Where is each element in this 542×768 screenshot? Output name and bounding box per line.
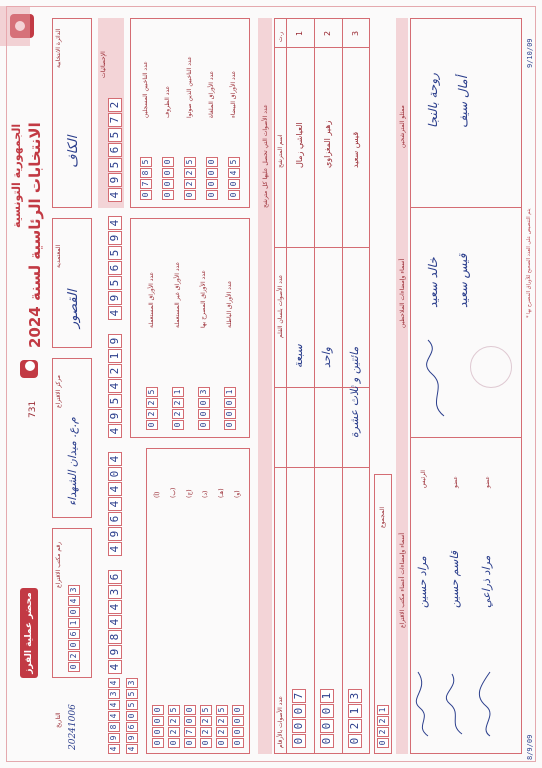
member-name: مراد حسين xyxy=(416,556,429,608)
digit: 0 xyxy=(292,719,306,733)
digit: 2 xyxy=(172,409,184,419)
blank-digits xyxy=(108,678,120,754)
digit: 0 xyxy=(228,190,240,200)
col-rule xyxy=(274,467,370,468)
total-label: المجموع xyxy=(379,507,386,528)
digit: 7 xyxy=(108,113,122,127)
digit: 0 xyxy=(152,705,164,715)
delegate-name: أمال سيف xyxy=(456,75,470,128)
digit: 7 xyxy=(140,179,152,189)
digit: 5 xyxy=(200,705,212,715)
row-digits xyxy=(198,387,210,430)
row-digits xyxy=(228,157,240,200)
member-signature-icon xyxy=(444,668,466,738)
candidate-votes xyxy=(292,689,306,748)
valid-digits xyxy=(126,678,138,754)
digit: 0 xyxy=(292,734,306,748)
digit: 0 xyxy=(224,398,236,408)
digit: 2 xyxy=(200,716,212,726)
digit: 0 xyxy=(184,705,196,715)
digit: 0 xyxy=(146,420,158,430)
digit: 8 xyxy=(108,630,122,644)
row-digits xyxy=(184,705,196,748)
col-rule xyxy=(410,207,522,208)
row-label: عدد الظروف xyxy=(164,85,171,118)
row-digits xyxy=(172,387,184,430)
row-label: عدد الأوراق المستعملة xyxy=(148,271,155,328)
digit: 4 xyxy=(108,660,122,674)
office-digit: 0 xyxy=(68,607,80,617)
digit: 0 xyxy=(198,398,210,408)
delegation-box xyxy=(52,218,92,348)
member-signature-icon xyxy=(476,668,498,738)
row-label: عدد الناخبين الذين صوتوا xyxy=(186,56,193,118)
digit: 0 xyxy=(184,190,196,200)
observer-signature-icon xyxy=(424,338,450,418)
date-label: التاريخ xyxy=(55,712,62,728)
digit: 5 xyxy=(108,128,122,142)
row-label: عدد الأوراق المصرح بها xyxy=(200,270,207,328)
digit: 0 xyxy=(162,179,174,189)
office-number-label: رقم مكتب الاقتراع xyxy=(55,541,62,588)
digit: 2 xyxy=(184,179,196,189)
digit: 5 xyxy=(184,157,196,167)
digit: 6 xyxy=(108,512,122,526)
observer-name: خالد سعيد xyxy=(426,257,440,308)
digit: 1 xyxy=(224,387,236,397)
digit: 0 xyxy=(184,716,196,726)
digit: 2 xyxy=(377,727,389,737)
office-digit: 0 xyxy=(68,662,80,672)
digit: 4 xyxy=(108,542,122,556)
digit: 0 xyxy=(198,409,210,419)
digit: 5 xyxy=(140,157,152,167)
digit: 9 xyxy=(126,733,138,743)
envelopes-digits xyxy=(108,334,122,438)
digit: 4 xyxy=(108,452,122,466)
digit: 0 xyxy=(232,738,244,748)
row-label: عدد الأوراق الملغاة xyxy=(208,70,215,118)
digit: 8 xyxy=(140,168,152,178)
page-number: 8/9/09 xyxy=(526,734,534,760)
digit: 0 xyxy=(377,738,389,748)
digit: 1 xyxy=(348,704,362,718)
digit: 0 xyxy=(162,190,174,200)
delegation-label: المعتمدية xyxy=(55,244,62,268)
digit: 9 xyxy=(108,334,122,348)
stats-section-label: الإحصائيات xyxy=(100,51,107,78)
digit: 0 xyxy=(172,420,184,430)
ballots-digits xyxy=(108,452,122,556)
digit: 0 xyxy=(228,179,240,189)
digit: 5 xyxy=(168,705,180,715)
digit: 9 xyxy=(108,291,122,305)
digit: 0 xyxy=(292,704,306,718)
row-label: عدد الناخبين المسجلين xyxy=(142,61,149,118)
candidates-section-label: عدد الأصوات التي تحصل عليها كل مترشح xyxy=(262,104,269,208)
digit: 3 xyxy=(348,689,362,703)
page-number-right: 9/10/09 xyxy=(526,38,534,68)
digit: 0 xyxy=(152,738,164,748)
candidate-num: 2 xyxy=(323,30,332,36)
digit: 0 xyxy=(320,734,334,748)
member-name: قاسم حسين xyxy=(448,551,461,608)
row-digits xyxy=(224,387,236,430)
digit: 2 xyxy=(146,398,158,408)
digit: 0 xyxy=(320,704,334,718)
digit: 5 xyxy=(108,158,122,172)
row-label: عدد الأوراق غير المستعملة xyxy=(174,261,181,328)
row-digits xyxy=(162,157,174,200)
digit: 0 xyxy=(206,190,218,200)
row-digits xyxy=(146,387,158,430)
digit: 7 xyxy=(184,727,196,737)
digit: 4 xyxy=(108,711,120,721)
digit: 4 xyxy=(108,678,120,688)
digit: 8 xyxy=(108,722,120,732)
digit: 2 xyxy=(184,168,196,178)
digit: 2 xyxy=(216,727,228,737)
digit: 9 xyxy=(108,173,122,187)
row-label: (هـ) xyxy=(218,488,225,498)
delegate-name: روحة بالنجا xyxy=(426,73,440,128)
digit: 9 xyxy=(108,409,122,423)
candidate-words: سبعة xyxy=(292,344,305,368)
digit: 3 xyxy=(108,585,122,599)
digit: 0 xyxy=(206,179,218,189)
candidate-name: العياشي زمال xyxy=(295,122,304,168)
office-digit: 4 xyxy=(68,596,80,606)
digit: 0 xyxy=(184,738,196,748)
digit: 6 xyxy=(126,722,138,732)
center-value: م.ع. ميدان الشهداء xyxy=(66,417,79,506)
digit: 4 xyxy=(108,600,122,614)
col-rule xyxy=(410,437,522,438)
row-label: (د) xyxy=(202,490,209,498)
row-label: (ج) xyxy=(186,489,193,498)
digit: 5 xyxy=(126,700,138,710)
constituency-label: الدائرة الانتخابية xyxy=(55,28,62,68)
digit: 0 xyxy=(162,157,174,167)
row-digits xyxy=(206,157,218,200)
digit: 2 xyxy=(377,716,389,726)
row-label: عدد الأوراق البيضاء xyxy=(230,70,237,118)
row-label: (ب) xyxy=(170,487,177,498)
digit: 5 xyxy=(146,387,158,397)
digit: 2 xyxy=(172,398,184,408)
digit: 5 xyxy=(216,705,228,715)
digit: 6 xyxy=(108,143,122,157)
candidate-words: واحد xyxy=(320,347,333,368)
digit: 0 xyxy=(216,738,228,748)
spoiled-digits xyxy=(108,570,122,674)
date-value: 20241006 xyxy=(68,704,78,750)
digit: 9 xyxy=(108,645,122,659)
official-stamp-icon xyxy=(470,346,512,388)
document-title: الانتخابات الرئاسية لسنة 2024 xyxy=(26,122,44,348)
voters-digits xyxy=(108,216,122,320)
digit: 0 xyxy=(224,420,236,430)
digit: 4 xyxy=(108,379,122,393)
digit: 2 xyxy=(108,364,122,378)
digit: 4 xyxy=(108,700,120,710)
digit: 6 xyxy=(108,261,122,275)
digit: 6 xyxy=(108,570,122,584)
name-header: اسم المترشح xyxy=(277,134,284,168)
digit: 9 xyxy=(108,733,120,743)
digit: 4 xyxy=(228,168,240,178)
digit: 0 xyxy=(162,168,174,178)
words-header: عدد الأصوات بلسان القلم xyxy=(277,274,284,338)
member-signature-icon xyxy=(412,668,434,738)
digit: 4 xyxy=(108,615,122,629)
doc-code: 731 xyxy=(28,400,38,418)
digit: 0 xyxy=(198,420,210,430)
digit: 0 xyxy=(108,467,122,481)
member-role: عضو xyxy=(452,476,459,488)
digit: 2 xyxy=(348,719,362,733)
digit: 9 xyxy=(108,231,122,245)
observers-label: أسماء وإمضاءات الملاحظين xyxy=(399,258,406,328)
num-header: ر.ت xyxy=(277,31,284,42)
digit: 4 xyxy=(108,744,120,754)
digit: 1 xyxy=(377,705,389,715)
digit: 5 xyxy=(108,246,122,260)
digit: 4 xyxy=(108,497,122,511)
digit: 1 xyxy=(172,387,184,397)
digit: 5 xyxy=(108,394,122,408)
candidate-words: مائتين و ثلاث عشرة xyxy=(348,346,361,438)
member-role: عضو xyxy=(484,476,491,488)
observer-name: قيس سعيد xyxy=(456,253,470,308)
digit: 0 xyxy=(206,157,218,167)
candidate-num: 1 xyxy=(295,30,304,36)
office-digit: 3 xyxy=(68,585,80,595)
office-number-digits xyxy=(68,585,80,672)
digit: 0 xyxy=(232,727,244,737)
member-name: مراد ذراعي xyxy=(480,555,493,608)
row-digits xyxy=(184,157,196,200)
digit: 0 xyxy=(348,734,362,748)
digit: 3 xyxy=(108,689,120,699)
election-logo-icon xyxy=(20,360,38,378)
digit: 3 xyxy=(126,678,138,688)
digit: 3 xyxy=(198,387,210,397)
candidate-num: 3 xyxy=(351,30,360,36)
digit: 4 xyxy=(108,306,122,320)
candidate-name: زهير المغزاوي xyxy=(323,120,332,168)
registered-digits xyxy=(108,98,122,202)
row-label: عدد الأوراق الباطلة xyxy=(226,280,233,328)
digit: 1 xyxy=(320,689,334,703)
office-digit: 2 xyxy=(68,651,80,661)
digit: 2 xyxy=(146,409,158,419)
digit: 7 xyxy=(292,689,306,703)
row-rule xyxy=(342,18,343,754)
digit: 5 xyxy=(126,689,138,699)
digit: 0 xyxy=(232,716,244,726)
candidate-name: قيس سعيد xyxy=(351,131,360,168)
delegates-label: ممثلو المترشحين xyxy=(399,105,406,148)
members-label: أسماء وإمضاءات أعضاء مكتب الاقتراع xyxy=(399,532,406,628)
total-digits xyxy=(377,705,389,748)
delegation-value: القصور xyxy=(66,289,81,328)
digit: 0 xyxy=(126,711,138,721)
row-label: (أ) xyxy=(154,491,161,498)
row-label: (و) xyxy=(234,490,241,498)
digit: 2 xyxy=(168,727,180,737)
digit: 0 xyxy=(140,190,152,200)
digit: 4 xyxy=(108,482,122,496)
digit: 2 xyxy=(200,727,212,737)
office-digit: 0 xyxy=(68,640,80,650)
digit: 2 xyxy=(216,716,228,726)
col-rule xyxy=(274,247,370,248)
header-rule xyxy=(286,18,287,754)
row-digits xyxy=(152,705,164,748)
row-digits xyxy=(216,705,228,748)
votes-header: عدد الأصوات بالأرقام xyxy=(277,695,284,748)
candidate-votes xyxy=(348,689,362,748)
digit: 4 xyxy=(126,744,138,754)
row-rule xyxy=(314,18,315,754)
digit: 4 xyxy=(108,188,122,202)
office-digit: 6 xyxy=(68,629,80,639)
digit: 5 xyxy=(108,276,122,290)
digit: 2 xyxy=(108,98,122,112)
digit: 0 xyxy=(320,719,334,733)
digit: 9 xyxy=(108,527,122,541)
digit: 0 xyxy=(168,738,180,748)
banner-title: محضر عملية الفرز xyxy=(20,588,38,678)
red-stamp-corner xyxy=(0,6,30,46)
digit: 0 xyxy=(206,168,218,178)
digit: 4 xyxy=(108,216,122,230)
digit: 1 xyxy=(108,349,122,363)
row-digits xyxy=(140,157,152,200)
row-digits xyxy=(168,705,180,748)
row-digits xyxy=(200,705,212,748)
candidate-votes xyxy=(320,689,334,748)
office-digit: 1 xyxy=(68,618,80,628)
republic-title: الجمهورية التونسية xyxy=(10,123,23,228)
digit: 0 xyxy=(232,705,244,715)
digit: 5 xyxy=(228,157,240,167)
digit: 0 xyxy=(224,409,236,419)
footer-note: * يتم التنصيص على العدد الصحيح للأوراق المصرح بها xyxy=(526,208,532,318)
digit: 0 xyxy=(200,738,212,748)
row-digits xyxy=(232,705,244,748)
col-rule xyxy=(274,47,370,48)
member-role: الرئيس xyxy=(420,470,427,488)
digit: 2 xyxy=(168,716,180,726)
center-label: مركز الاقتراع xyxy=(55,375,62,408)
digit: 4 xyxy=(108,424,122,438)
digit: 0 xyxy=(152,727,164,737)
digit: 0 xyxy=(152,716,164,726)
constituency-value: الكاف xyxy=(66,135,81,168)
